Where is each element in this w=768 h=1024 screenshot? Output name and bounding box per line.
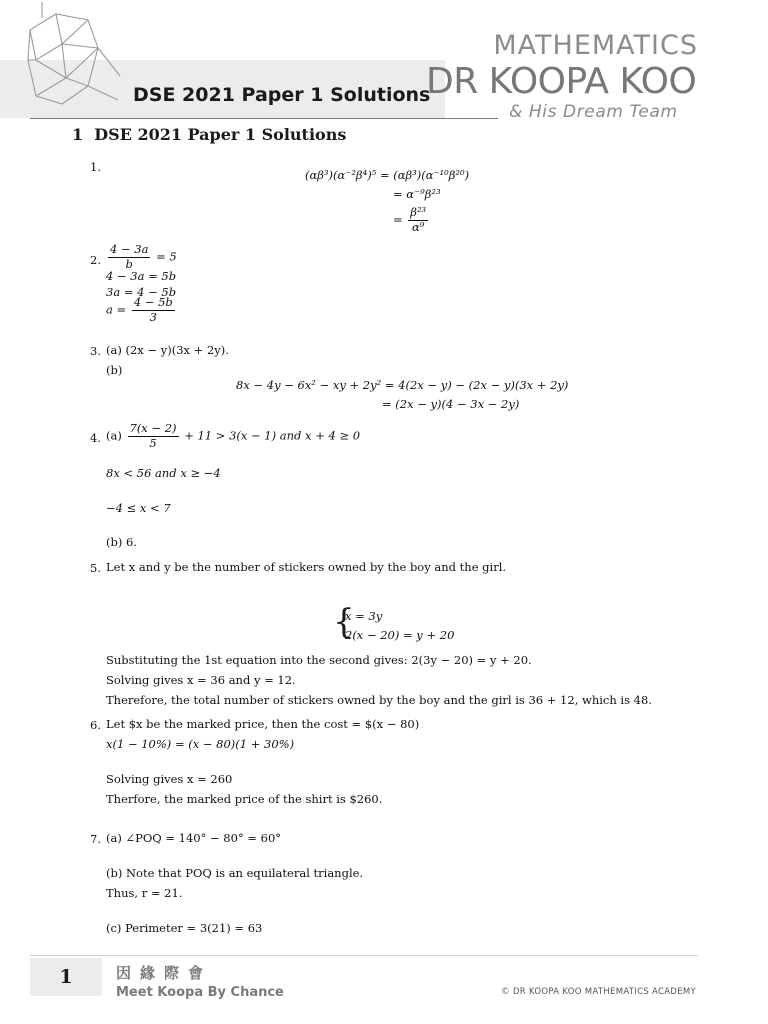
q1-line-3 xyxy=(393,206,430,235)
footer-divider xyxy=(30,955,698,956)
q4-fraction-numerator: 7(x − 2) xyxy=(129,421,177,435)
q2-fraction-denominator: b xyxy=(125,256,133,271)
footer-tagline: Meet Koopa By Chance xyxy=(116,985,284,1000)
q2-line-4 xyxy=(106,296,177,325)
q5-system-eq-1: x = 3y xyxy=(345,609,383,623)
header-divider xyxy=(30,118,498,119)
polyhedron-logo-icon xyxy=(22,0,132,120)
q1-fraction-numerator: β²³ xyxy=(410,205,427,219)
q1-line-3-equals: = xyxy=(393,212,403,227)
question-number: 5. xyxy=(90,561,101,575)
q4-part-b: (b) 6. xyxy=(106,535,137,549)
q5-intro: Let x and y be the number of stickers owned by the boy and the girl. xyxy=(106,560,507,574)
q2-fraction-numerator: 4 − 3a xyxy=(110,242,149,256)
q6-line-2: Solving gives x = 260 xyxy=(106,772,233,786)
q2-line-1-rest: = 5 xyxy=(156,249,177,264)
q3-line-2: = (2x − y)(4 − 3x − 2y) xyxy=(382,397,520,411)
q1-fraction xyxy=(408,206,428,235)
q2-line-1 xyxy=(106,243,177,272)
footer-chinese-motto: 因緣際會 xyxy=(116,964,213,982)
footer-copyright: © DR KOOPA KOO MATHEMATICS ACADEMY xyxy=(501,987,696,997)
q1-fraction-denominator: α⁹ xyxy=(412,219,425,234)
question-number: 6. xyxy=(90,718,101,732)
q2-line-3: 3a = 4 − 5b xyxy=(106,285,177,299)
q7-part-a: (a) ∠POQ = 140° − 80° = 60° xyxy=(106,831,282,845)
q2-line-2: 4 − 3a = 5b xyxy=(106,269,177,283)
q2-fraction-2-numerator: 4 − 5b xyxy=(133,295,173,309)
section-number: 1 xyxy=(72,125,84,144)
q4-line-3: −4 ≤ x < 7 xyxy=(106,501,171,515)
q2-fraction-2-denominator: 3 xyxy=(149,309,157,324)
question-number: 4. xyxy=(90,431,101,445)
q4-fraction xyxy=(128,422,179,451)
brand-tagline: & His Dream Team xyxy=(509,102,678,122)
section-heading xyxy=(72,125,346,144)
q4-part-a xyxy=(106,422,360,451)
q6-line-3: Therfore, the marked price of the shirt is $260. xyxy=(106,792,383,806)
brand-subject: MATHEMATICS xyxy=(493,30,698,61)
q5-line-3: Therefore, the total number of stickers owned by the boy and the girl is 36 + 12, which is 48. xyxy=(106,693,652,707)
brand-name: DR KOOPA KOO xyxy=(426,61,697,102)
page-number-box xyxy=(30,958,102,996)
q4-fraction-denominator: 5 xyxy=(149,435,157,450)
q6-equation: x(1 − 10%) = (x − 80)(1 + 30%) xyxy=(106,737,295,751)
q5-line-1: Substituting the 1st equation into the second gives: 2(3y − 20) = y + 20. xyxy=(106,653,532,667)
q2-fraction xyxy=(108,243,150,272)
q7-part-b-line-1: (b) Note that POQ is an equilateral triangle. xyxy=(106,866,364,880)
q5-system-eq-2: 2(x − 20) = y + 20 xyxy=(345,628,455,642)
question-number: 2. xyxy=(90,253,101,267)
q2-line-4-prefix: a = xyxy=(106,302,127,317)
q1-line-1: (αβ³)(α⁻²β⁴)⁵ = (αβ³)(α⁻¹⁰β²⁰) xyxy=(305,168,470,182)
question-number: 1. xyxy=(90,160,101,174)
q2-fraction-2 xyxy=(132,296,175,325)
q5-line-2: Solving gives x = 36 and y = 12. xyxy=(106,673,296,687)
q7-part-b-line-2: Thus, r = 21. xyxy=(106,886,183,900)
q6-intro: Let $x be the marked price, then the cost = $(x − 80) xyxy=(106,717,420,731)
q4-part-a-label: (a) xyxy=(106,428,122,443)
section-title: DSE 2021 Paper 1 Solutions xyxy=(94,125,347,144)
q7-part-c: (c) Perimeter = 3(21) = 63 xyxy=(106,921,263,935)
page-number: 1 xyxy=(59,966,73,988)
q1-line-2: = α⁻⁹β²³ xyxy=(393,187,441,201)
q3-part-a: (a) (2x − y)(3x + 2y). xyxy=(106,343,229,357)
q4-line-2: 8x < 56 and x ≥ −4 xyxy=(106,466,221,480)
q3-part-b-label: (b) xyxy=(106,363,123,377)
q3-line-1: 8x − 4y − 6x² − xy + 2y² = 4(2x − y) − (2x − y)(3x + 2y) xyxy=(236,378,569,392)
q5-system-brace: { xyxy=(333,602,355,642)
question-number: 3. xyxy=(90,344,101,358)
question-number: 7. xyxy=(90,832,101,846)
header-title: DSE 2021 Paper 1 Solutions xyxy=(133,84,431,106)
q4-part-a-rest: + 11 > 3(x − 1) and x + 4 ≥ 0 xyxy=(184,428,361,443)
